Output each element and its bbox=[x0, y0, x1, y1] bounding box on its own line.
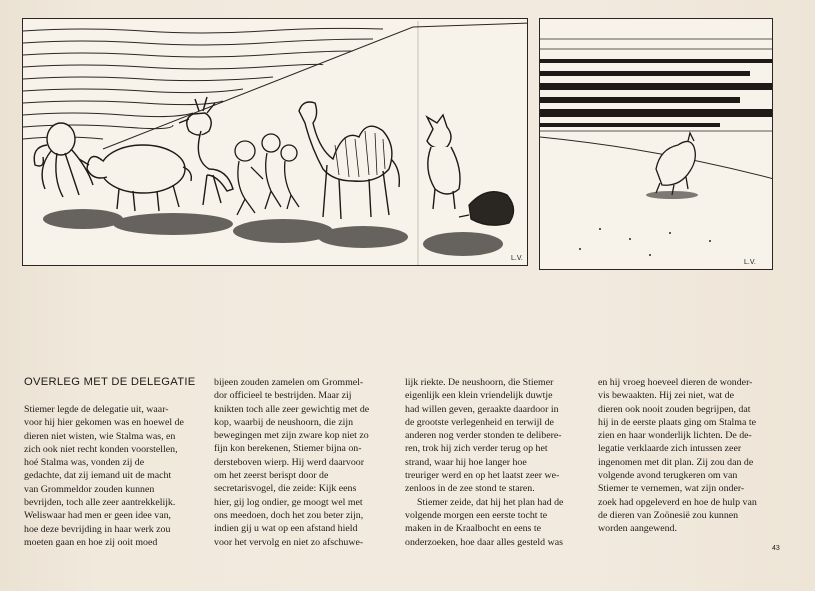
text-line: Stiemer legde de delegatie uit, waar- bbox=[24, 404, 169, 415]
page-number: 43 bbox=[772, 545, 780, 552]
rhinoceros-figure bbox=[79, 145, 191, 211]
text-line: moeten gaan en hoe zij ooit moed bbox=[24, 536, 158, 548]
text-line: bijeen zouden zamelen om Grommel- bbox=[214, 377, 364, 388]
text-line: legatie verklaarde zich intussen zeer bbox=[598, 443, 742, 455]
text-column-3 bbox=[405, 376, 563, 549]
text-line: en hij vroeg hoeveel dieren de wonder- bbox=[598, 377, 753, 388]
text-line: had willen geven, geraakte daardoor in bbox=[405, 403, 559, 415]
octopus-figure bbox=[34, 123, 93, 197]
text-line: om het zeerst berispt door de bbox=[214, 470, 329, 482]
text-line: de grootste verlegenheid en terwijl de bbox=[405, 416, 554, 428]
text-line: ren, trok hij zich verder terug op het bbox=[405, 443, 548, 455]
text-line: volgende avond terugkeren om van bbox=[598, 470, 738, 482]
illustration-pig bbox=[539, 18, 773, 270]
text-line: hij in de eerste plaats ging om Stalma te bbox=[598, 416, 756, 428]
text-line: ons meedoen, doch het zou beter zijn, bbox=[214, 509, 364, 521]
hedgehog-figure bbox=[459, 192, 514, 226]
text-line: van Grommeldor zouden kunnen bbox=[24, 483, 155, 495]
text-line: indien gij u wat op een afstand hield bbox=[214, 523, 358, 535]
text-line: treuriger werd en op het laatst zeer we- bbox=[405, 470, 560, 482]
text-line: voor het vervolg en niet zo afschuwe- bbox=[214, 536, 364, 548]
text-line: Stiemer zeide, dat hij het plan had de bbox=[417, 496, 564, 508]
text-line: zich ook niet recht konden voorstellen, bbox=[24, 443, 178, 455]
text-line: lijk riekte. De neushoorn, die Stiemer bbox=[405, 377, 554, 388]
fox-figure bbox=[427, 115, 460, 209]
text-line: worden aangewend. bbox=[598, 523, 677, 535]
text-line: anderen nog verder stonden te delibere- bbox=[405, 430, 562, 442]
text-line: onderzoeken, hoe daar alles gesteld was bbox=[405, 536, 563, 548]
text-line: Weliswaar had men er geen idee van, bbox=[24, 510, 171, 522]
ground-shadows bbox=[43, 209, 503, 256]
text-line: hier, gij log ondier, ge moogt wel met bbox=[214, 496, 363, 508]
text-line: gedachte, dat zij iemand uit de macht bbox=[24, 470, 172, 482]
text-line: zoek had opgeleverd en hoe de hulp van bbox=[598, 496, 757, 508]
text-line: hoé Stalma was, vonden zij de bbox=[24, 457, 145, 469]
text-line: voor hij hier gekomen was en hoewel de bbox=[24, 417, 184, 429]
text-line: kop, waarbij de neushoorn, die zijn bbox=[214, 416, 354, 428]
text-line: zien en haar wonderlijk lichten. De de- bbox=[598, 430, 752, 442]
text-line: volgende morgen een eerste tocht te bbox=[405, 509, 548, 521]
text-line: Stiemer te vernemen, wat zijn onder- bbox=[598, 483, 745, 495]
text-line: knikten toch alle zeer gewichtig met de bbox=[214, 403, 370, 415]
text-line: dieren niet wisten, wie Stalma was, en bbox=[24, 430, 176, 442]
text-line: dor officieel te bestrijden. Maar zij bbox=[214, 390, 352, 402]
text-line: bevrijden, toch alle zeer aantrekkelijk. bbox=[24, 497, 176, 509]
text-line: strand, waar hij hoe langer hoe bbox=[405, 456, 527, 468]
text-line: zenloos in de zee stond te staren. bbox=[405, 483, 535, 495]
text-column-2 bbox=[214, 376, 369, 549]
text-line: dieren ook nooit zouden begrijpen, dat bbox=[598, 403, 751, 415]
pig-drawing bbox=[540, 19, 773, 270]
camel-figure bbox=[299, 102, 399, 219]
illustration-signature: L.V. bbox=[511, 255, 523, 262]
section-heading: OVERLEG MET DE DELEGATIE bbox=[24, 376, 196, 388]
pig-figure bbox=[656, 133, 695, 195]
text-line: eigenlijk een klein vriendelijk duwtje bbox=[405, 390, 553, 402]
text-line: fijn kon berekenen, Stiemer bijna on- bbox=[214, 443, 362, 455]
text-line: de dieren van Zoönesië zou kunnen bbox=[598, 509, 739, 521]
night-sky bbox=[540, 59, 773, 127]
text-line: bewegingen met zijn zware kop niet zo bbox=[214, 430, 369, 442]
text-line: vis bewaakten. Hij zei niet, wat de bbox=[598, 390, 735, 402]
illustration-delegation bbox=[22, 18, 528, 266]
delegation-drawing bbox=[23, 19, 528, 266]
secretary-bird-figure bbox=[179, 97, 233, 205]
sand-dots bbox=[579, 228, 711, 256]
text-line: dersteboven wierp. Hij werd daarvoor bbox=[214, 456, 364, 468]
text-line: secretarisvogel, die zeide: Kijk eens bbox=[214, 483, 357, 495]
text-line: ingenomen met dit plan. Zij zou dan de bbox=[598, 456, 754, 468]
illustration-signature-2: L.V. bbox=[744, 259, 756, 266]
text-column-4 bbox=[598, 376, 757, 536]
monkeys-figure bbox=[235, 134, 299, 215]
text-line: hoe deze bevrijding in haar werk zou bbox=[24, 523, 171, 535]
text-column-1 bbox=[24, 403, 184, 549]
text-line: maken in de Kraalbocht en eens te bbox=[405, 523, 541, 535]
